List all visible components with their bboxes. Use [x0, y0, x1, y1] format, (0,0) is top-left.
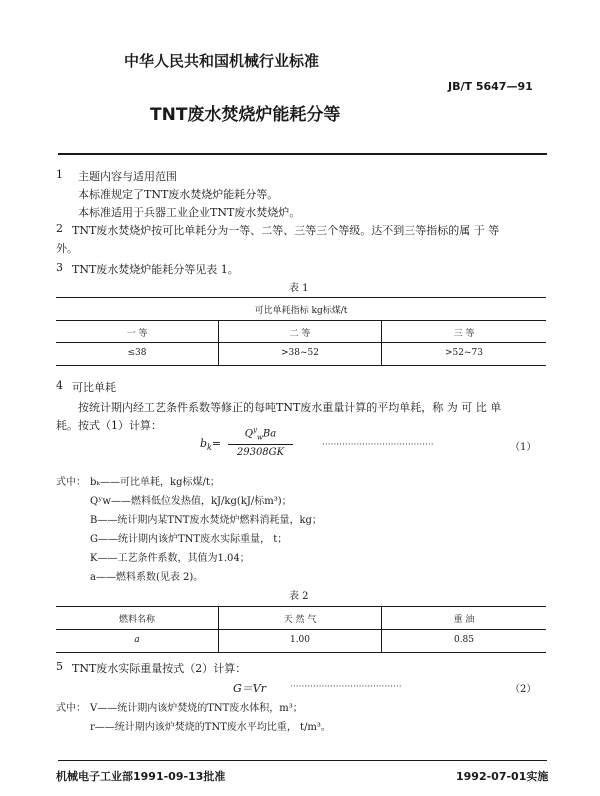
section-5-number: 5	[56, 660, 63, 673]
table-1-row-rule	[56, 342, 546, 343]
legend-2-lead: 式中：	[56, 703, 86, 714]
formula-1-equals: =	[211, 437, 222, 450]
formula-1-lhs	[200, 437, 221, 452]
legend-1-item: a——燃料系数(见表 2)。	[90, 572, 204, 583]
section-2-line-2: 外。	[56, 242, 78, 255]
legend-1-lead: 式中：	[56, 477, 86, 488]
formula-1-numerator-q: Q	[244, 428, 253, 440]
formula-1-lhs-symbol: b	[200, 437, 208, 450]
table-1-value-grade-1: ≤38	[127, 348, 147, 358]
formula-2-leader: ·······································	[290, 682, 402, 692]
section-4-heading: 可比单耗	[72, 381, 116, 394]
table-1-value-grade-3: >52~73	[445, 348, 483, 358]
table-2-header-heavy-oil: 重 油	[453, 615, 475, 625]
formula-1-label: （1）	[510, 442, 537, 453]
formula-1-numerator-tail: Ba	[262, 428, 277, 440]
formula-1-fraction-bar	[228, 444, 293, 445]
table-1-caption: 表 1	[289, 283, 309, 294]
formula-2-label: （2）	[510, 684, 537, 695]
standard-code: JB/T 5647—91	[448, 80, 533, 93]
section-5-text: TNT废水实际重量按式（2）计算：	[72, 662, 247, 675]
issuing-body: 中华人民共和国机械行业标准	[124, 52, 320, 70]
table-2-caption: 表 2	[289, 591, 309, 602]
section-2-number: 2	[56, 222, 63, 235]
legend-2-item: r——统计期内该炉焚烧的TNT废水平均比重， t/m³。	[90, 722, 331, 733]
section-1-para-1: 本标准规定了TNT废水焚烧炉能耗分等。	[78, 188, 279, 201]
formula-1-leader: ·······································	[322, 440, 434, 450]
table-1-bottom-rule	[56, 365, 546, 366]
section-4-number: 4	[56, 379, 63, 392]
table-1-value-grade-2: >38~52	[281, 348, 319, 358]
section-3-text: TNT废水焚烧炉能耗分等见表 1。	[72, 263, 239, 276]
approval-date: 机械电子工业部1991-09-13批准	[56, 770, 226, 783]
legend-1-item: B——统计期内某TNT废水焚烧炉燃料消耗量，kg；	[90, 515, 322, 526]
section-1-para-2: 本标准适用于兵器工业企业TNT废水焚烧炉。	[78, 206, 301, 219]
section-1-heading: 主题内容与适用范围	[78, 170, 177, 183]
footer-rule	[58, 760, 547, 761]
table-2-header-rule	[56, 629, 546, 630]
section-1-number: 1	[56, 168, 63, 181]
table-1-group-header: 可比单耗指标 kg标煤/t	[254, 306, 348, 316]
formula-1-numerator-sup: y	[252, 426, 257, 434]
table-1-col-grade-1: 一 等	[126, 329, 148, 339]
table-2-cell-symbol: a	[134, 635, 140, 645]
legend-2-item: V——统计期内该炉焚烧的TNT废水体积，m³；	[90, 703, 303, 714]
section-3-number: 3	[56, 261, 63, 274]
header-rule	[58, 153, 547, 155]
section-2-line-1: TNT废水焚烧炉按可比单耗分为一等、二等、三等三个等级。达不到三等指标的属 于 等	[72, 224, 500, 237]
table-2-cell-natural-gas: 1.00	[289, 635, 311, 645]
table-2-cell-heavy-oil: 0.85	[453, 635, 475, 645]
table-2-header-natural-gas: 天 然 气	[283, 615, 317, 625]
section-4-line-2: 耗。按式（1）计算：	[56, 419, 162, 432]
formula-2-expression: G＝Vr	[233, 682, 266, 695]
table-1-col-grade-3: 三 等	[453, 329, 475, 339]
formula-1-denominator: 29308GK	[236, 447, 285, 458]
formula-1-numerator	[228, 426, 293, 441]
legend-1-item: G——统计期内该炉TNT废水实际重量， t；	[90, 534, 288, 545]
table-1-header-rule	[56, 320, 546, 321]
table-1-top-rule	[56, 297, 546, 298]
table-2-top-rule	[56, 606, 546, 607]
formula-1-numerator-sub: w	[256, 433, 263, 442]
effective-date: 1992-07-01实施	[456, 770, 549, 783]
table-2-header-fuel: 燃料名称	[118, 615, 155, 625]
table-1-col-grade-2: 二 等	[289, 329, 311, 339]
legend-1-item: bₖ——可比单耗，kg标煤/t；	[90, 477, 220, 488]
table-2-bottom-rule	[56, 652, 546, 653]
section-4-line-1: 按统计期内经工艺条件系数等修正的每吨TNT废水重量计算的平均单耗，称 为 可 比 单	[78, 401, 502, 414]
formula-1-lhs-subscript: k	[207, 443, 212, 453]
document-title: TNT废水焚烧炉能耗分等	[150, 105, 341, 125]
legend-1-item: Qʸw——燃料低位发热值，kJ/kg(kJ/标m³)；	[90, 496, 292, 507]
legend-1-item: K——工艺条件系数，其值为1.04；	[90, 553, 250, 564]
